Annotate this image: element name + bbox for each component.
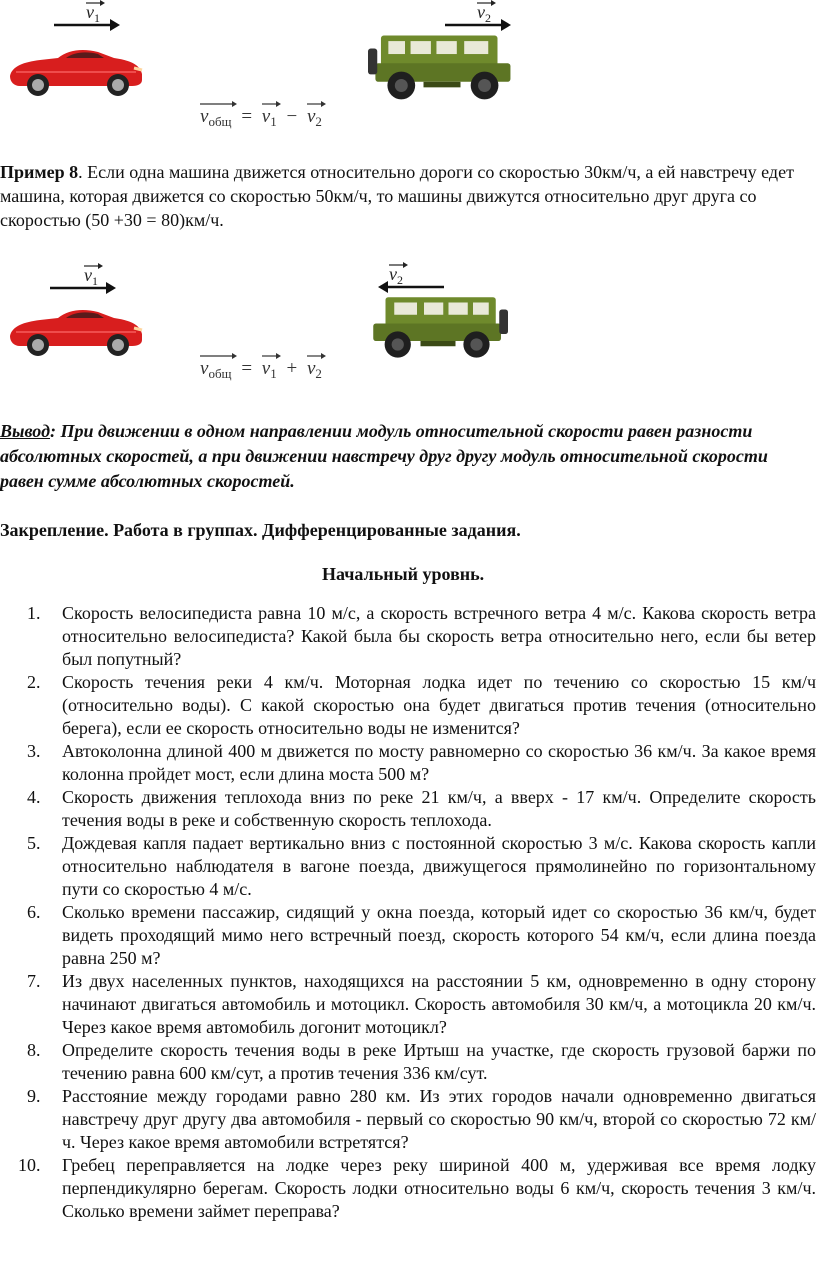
relative-velocity-formula-sum: $v_{общ}$ = $v_1$ + $v_2$ <box>200 354 322 382</box>
example-8-label: Пример 8 <box>0 162 79 182</box>
list-item: 6. Сколько времени пассажир, сидящий у окна поезда, который идет со скоростью 36 км/ч, будет видеть проходящий мимо него встречный поезд, скорость которого 54 км/ч, если длина поезда равна 250 м? <box>27 902 816 968</box>
list-item: 5. Дождевая капля падает вертикально вниз с постоянной скоростью 3 м/с. Какова скорость капли относительно наблюдателя в вагоне поезда, движущегося прямолинейно по горизонтальному пути со скоростью 4 м/с. <box>27 833 816 899</box>
example-8-paragraph <box>0 160 816 232</box>
list-item: 3. Автоколонна длиной 400 м движется по мосту равномерно со скоростью 36 км/ч. За какое время колонна пройдет мост, если длина моста 500 м? <box>27 741 816 784</box>
list-item: 2. Скорость течения реки 4 км/ч. Моторная лодка идет по течению со скоростью 15 км/ч (относительно воды). С какой скоростью она будет двигаться против течения (относительно берега), если ее скорость относительно воды не изменится? <box>27 672 816 738</box>
list-item: 8. Определите скорость течения воды в реке Иртыш на участке, где скорость грузовой баржи по течению равна 600 км/сут, а против течения 336 км/сут. <box>27 1040 816 1083</box>
list-item: 1. Скорость велосипедиста равна 10 м/с, а скорость встречного ветра 4 м/с. Какова скорость ветра относительно велосипедиста? Какой была бы скорость ветра относительно него, если бы ветер был попутный? <box>27 603 816 669</box>
v2-label: $v_2$ <box>477 2 491 26</box>
red-car-image <box>6 38 146 98</box>
red-car-image <box>4 298 148 358</box>
conclusion-text: : При движении в одном направлении модуль относительной скорости равен разности абсолютных скоростей, а при движении навстречу друг другу модуль относительной скорости равен сумме абсолютных скоростей. <box>0 421 768 491</box>
v1-label: $v_1$ <box>86 2 100 26</box>
conclusion-label: Вывод <box>0 421 50 441</box>
list-item: 9. Расстояние между городами равно 280 км. Из этих городов начали одновременно двигаться навстречу друг другу два автомобиля - первый со скоростью 90 км/ч, второй со скоростью 72 км/ч. Через какое время автомобили встретятся? <box>27 1086 816 1152</box>
v2-label: $v_2$ <box>389 264 403 288</box>
military-jeep-image <box>358 292 518 362</box>
conclusion-paragraph <box>0 419 816 494</box>
section-title: Закрепление. Работа в группах. Дифференцированные задания. <box>0 520 521 540</box>
list-item: 4. Скорость движения теплохода вниз по реке 21 км/ч, а вверх - 17 км/ч. Определите скорость течения воды в реке и собственную скорость теплохода. <box>27 787 816 830</box>
list-item: 10. Гребец переправляется на лодке через реку шириной 400 м, удерживая все время лодку перпендикулярно берегам. Скорость лодки относительно воды 6 км/ч, скорость течения 3 км/ч. Сколько времени займет переправа? <box>18 1155 816 1221</box>
v1-label: $v_1$ <box>84 265 98 289</box>
arrow-right-icon <box>48 281 118 295</box>
level-title: Начальный уровнь. <box>322 564 485 584</box>
military-jeep-image <box>362 30 522 104</box>
relative-velocity-formula-difference: $v_{общ}$ = $v_1$ − $v_2$ <box>200 102 322 130</box>
list-item: 7. Из двух населенных пунктов, находящихся на расстоянии 5 км, одновременно в одну сторону начинают двигаться автомобиль и мотоцикл. Скорость автомобиля 30 км/ч, а мотоцикла 20 км/ч. Через какое время автомобиль догонит мотоцикл? <box>27 971 816 1037</box>
example-8-text: . Если одна машина движется относительно дороги со скоростью 30км/ч, а ей навстречу едет машина, которая движется со скоростью 50км/ч, то машины движутся относительно друг друга со скоростью (50 +30 = 80)км/ч. <box>0 162 794 230</box>
tasks-list <box>0 602 816 1223</box>
